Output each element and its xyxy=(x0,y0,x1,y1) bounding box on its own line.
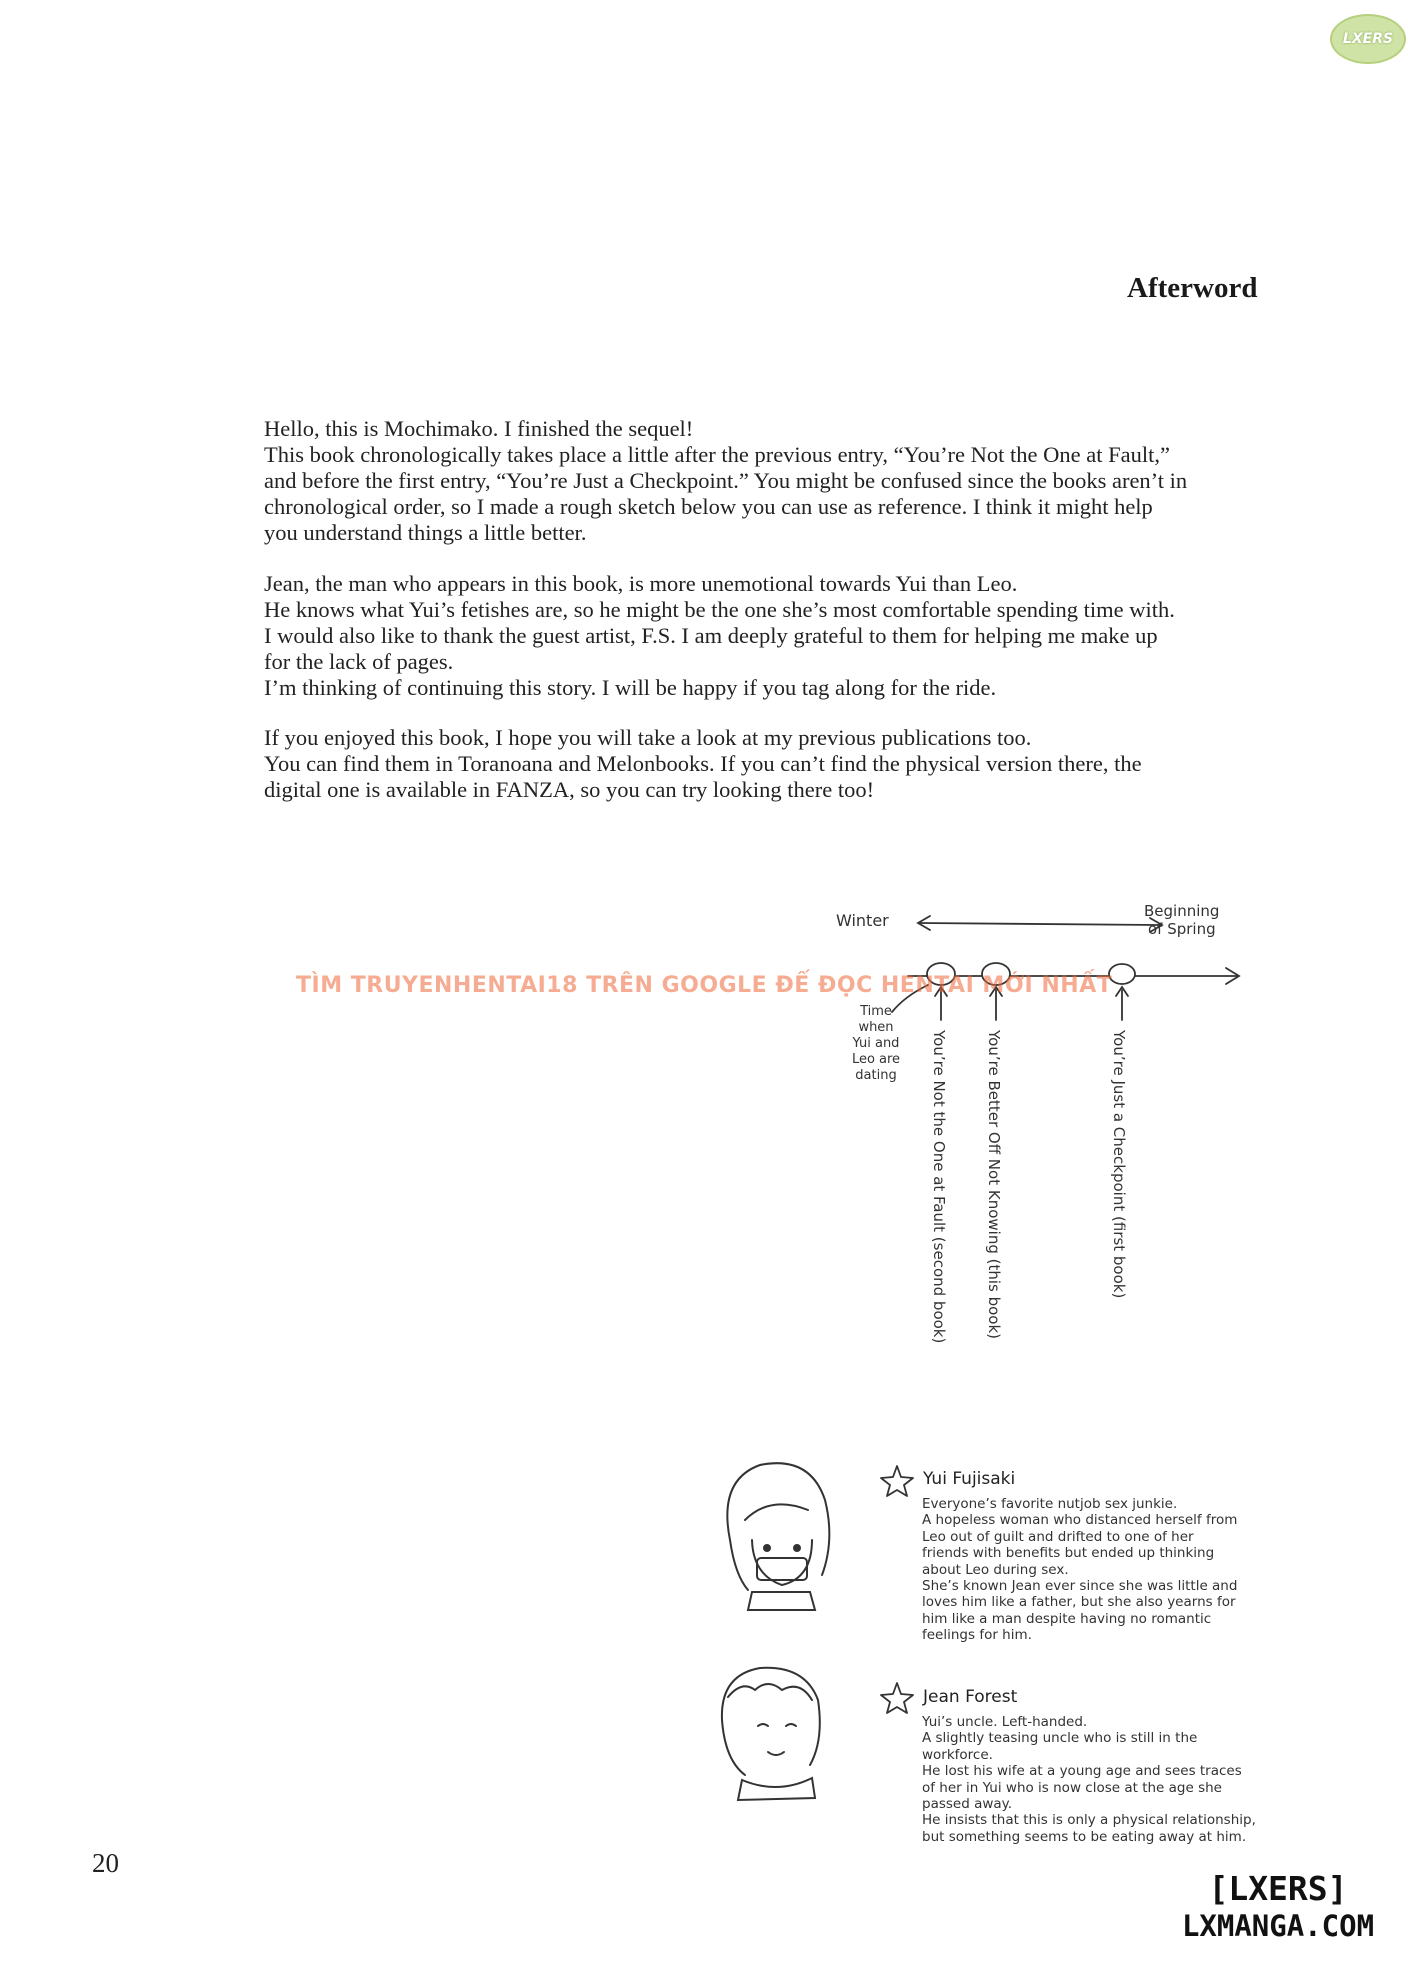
event-circle-first-book xyxy=(1109,964,1135,984)
desc-line: He lost his wife at a young age and sees traces xyxy=(922,1763,1242,1780)
dating-label-line: Yui and xyxy=(852,1036,900,1051)
footer-brand-line: [LXERS] xyxy=(1208,1869,1348,1908)
text-line: He knows what Yui’s fetishes are, so he might be the one she’s most comfortable spending time with. xyxy=(264,597,1175,622)
dating-label-line: dating xyxy=(855,1068,897,1083)
spring-label-line: Beginning xyxy=(1144,902,1220,920)
book-label-this: You’re Better Off Not Knowing (this book) xyxy=(985,1030,1003,1340)
site-logo-text: LXERS xyxy=(1342,31,1394,47)
text-line: I would also like to thank the guest artist, F.S. I am deeply grateful to them for helping me make up xyxy=(264,623,1158,648)
page-title: Afterword xyxy=(1127,272,1258,304)
character-desc-yui xyxy=(922,1496,1237,1644)
desc-line: A hopeless woman who distanced herself from xyxy=(922,1512,1238,1529)
dating-label-line: when xyxy=(858,1020,894,1035)
footer-site-url: LXMANGA.COM xyxy=(1181,1909,1375,1943)
book-label-second: You’re Not the One at Fault (second book) xyxy=(930,1030,948,1344)
text-line: digital one is available in FANZA, so you can try looking there too! xyxy=(264,777,875,802)
desc-line: passed away. xyxy=(922,1796,1013,1813)
book-label-first: You’re Just a Checkpoint (first book) xyxy=(1110,1030,1128,1299)
text-line: Hello, this is Mochimako. I finished the sequel! xyxy=(264,416,694,441)
desc-line: Leo out of guilt and drifted to one of her xyxy=(922,1528,1194,1545)
desc-line: workforce. xyxy=(922,1746,993,1763)
desc-line: Yui’s uncle. Left-handed. xyxy=(922,1714,1088,1730)
desc-line: friends with benefits but ended up thinking xyxy=(922,1545,1215,1562)
season-arrow-line xyxy=(920,923,1160,925)
spring-label-line: of Spring xyxy=(1148,920,1216,938)
character-name-yui: Yui Fujisaki xyxy=(923,1469,1016,1489)
watermark-text: TÌM TRUYENHENTAI18 TRÊN GOOGLE ĐỂ ĐỌC HENTAI MỚI NHẤT xyxy=(296,973,1113,998)
text-line: Jean, the man who appears in this book, is more unemotional towards Yui than Leo. xyxy=(264,571,1018,596)
text-line: and before the first entry, “You’re Just a Checkpoint.” You might be confused since the books aren’t in xyxy=(264,468,1188,493)
text-line: You can find them in Toranoana and Melonbooks. If you can’t find the physical version there, the xyxy=(264,751,1142,776)
desc-line: about Leo during sex. xyxy=(922,1561,1069,1578)
desc-line: loves him like a father, but she also yearns for xyxy=(922,1594,1236,1611)
text-line: I’m thinking of continuing this story. I will be happy if you tag along for the ride. xyxy=(264,675,997,700)
jean-portrait-sketch xyxy=(722,1668,820,1800)
desc-line: feelings for him. xyxy=(922,1627,1032,1644)
star-bullet-jean xyxy=(881,1683,913,1713)
text-line: for the lack of pages. xyxy=(264,649,454,674)
spring-label xyxy=(1144,902,1219,938)
desc-line: of her in Yui who is now close at the age she xyxy=(922,1779,1222,1796)
desc-line: She’s known Jean ever since she was little and xyxy=(922,1578,1238,1595)
character-name-jean: Jean Forest xyxy=(923,1687,1018,1707)
footer-brand xyxy=(1164,1870,1392,1944)
yui-portrait-sketch xyxy=(727,1463,829,1610)
desc-line: but something seems to be eating away at him. xyxy=(922,1828,1247,1845)
page-number: 20 xyxy=(92,1848,119,1878)
dating-label-line: Time xyxy=(860,1004,892,1019)
desc-line: A slightly teasing uncle who is still in the xyxy=(922,1730,1198,1747)
text-line: chronological order, so I made a rough sketch below you can use as reference. I think it might help xyxy=(264,494,1153,519)
dating-label-line: Leo are xyxy=(851,1052,901,1067)
desc-line: him like a man despite having no romantic xyxy=(922,1610,1212,1627)
text-line: This book chronologically takes place a little after the previous entry, “You’re Not the One at Fault,” xyxy=(264,442,1170,467)
desc-line: He insists that this is only a physical relationship, xyxy=(922,1812,1256,1829)
text-line: you understand things a little better. xyxy=(264,520,587,545)
dating-period-label xyxy=(840,1004,912,1084)
star-bullet-yui xyxy=(881,1466,913,1496)
winter-label: Winter xyxy=(836,911,889,930)
character-desc-jean xyxy=(922,1714,1256,1845)
desc-line: Everyone’s favorite nutjob sex junkie. xyxy=(922,1496,1178,1512)
text-line: If you enjoyed this book, I hope you will take a look at my previous publications too. xyxy=(264,725,1032,750)
